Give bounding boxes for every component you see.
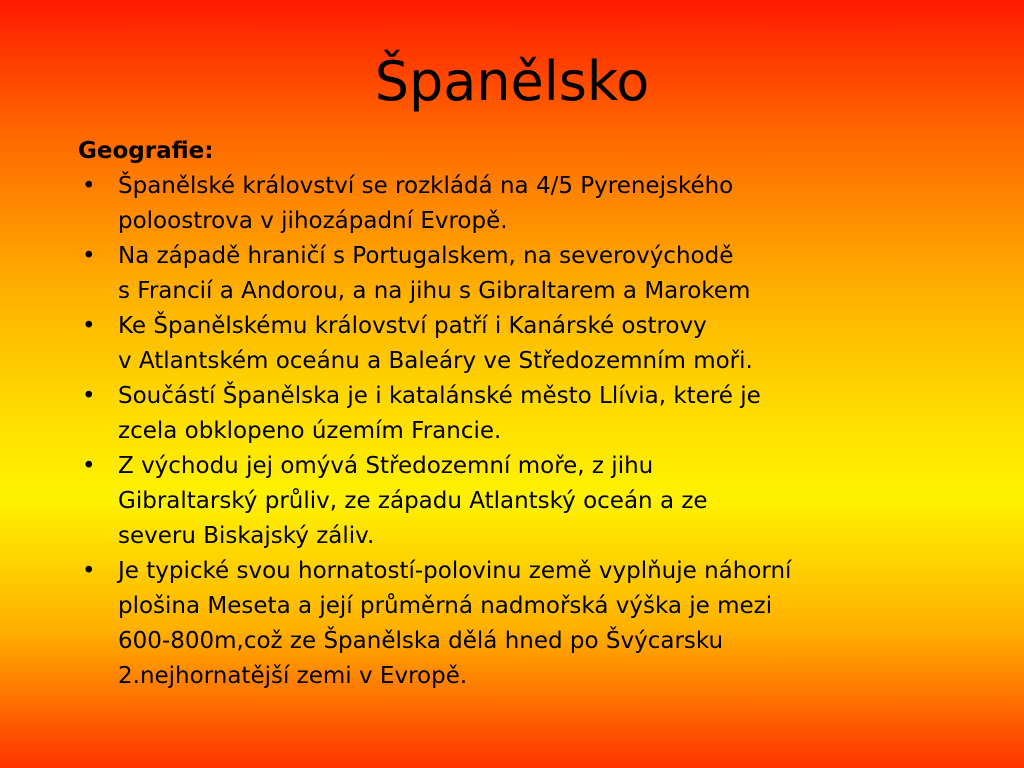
bullet-item — [78, 449, 958, 554]
bullet-icon: • — [82, 173, 96, 199]
bullet-list — [78, 169, 958, 694]
bullet-text-line: Gibraltarský průliv, ze západu Atlantský oceán a ze — [118, 488, 708, 514]
bullet-icon: • — [82, 453, 96, 479]
bullet-item — [78, 239, 958, 309]
bullet-icon: • — [82, 383, 96, 409]
section-heading: Geografie: — [78, 138, 214, 164]
bullet-text-line: Španělské království se rozkládá na 4/5 Pyrenejského — [118, 173, 734, 199]
bullet-text-line: Na západě hraničí s Portugalskem, na severovýchodě — [118, 243, 734, 269]
bullet-item — [78, 309, 958, 379]
bullet-text-line: severu Biskajský záliv. — [118, 523, 375, 549]
bullet-text-line: s Francií a Andorou, a na jihu s Gibraltarem a Marokem — [118, 278, 751, 304]
bullet-icon: • — [82, 558, 96, 584]
bullet-text-line: v Atlantském oceánu a Baleáry ve Středozemním moři. — [118, 348, 753, 374]
slide-title: Španělsko — [374, 50, 650, 113]
bullet-text-line: plošina Meseta a její průměrná nadmořská výška je mezi — [118, 593, 773, 619]
bullet-icon: • — [82, 243, 96, 269]
bullet-text-line: Součástí Španělska je i katalánské město Llívia, které je — [118, 383, 761, 409]
bullet-text-line: Je typické svou hornatostí-polovinu země vyplňuje náhorní — [118, 558, 792, 584]
bullet-text-line: Ke Španělskému království patří i Kanárské ostrovy — [118, 313, 707, 339]
bullet-text-line: Z východu jej omývá Středozemní moře, z jihu — [118, 453, 654, 479]
bullet-item — [78, 554, 958, 694]
slide-content — [78, 134, 958, 694]
bullet-text-line: zcela obklopeno územím Francie. — [118, 418, 502, 444]
bullet-text-line: poloostrova v jihozápadní Evropě. — [118, 208, 508, 234]
bullet-icon: • — [82, 313, 96, 339]
bullet-text-line: 600-800m,což ze Španělska dělá hned po Švýcarsku — [118, 628, 724, 654]
bullet-item — [78, 379, 958, 449]
bullet-item — [78, 169, 958, 239]
bullet-text-line: 2.nejhornatější zemi v Evropě. — [118, 663, 468, 689]
